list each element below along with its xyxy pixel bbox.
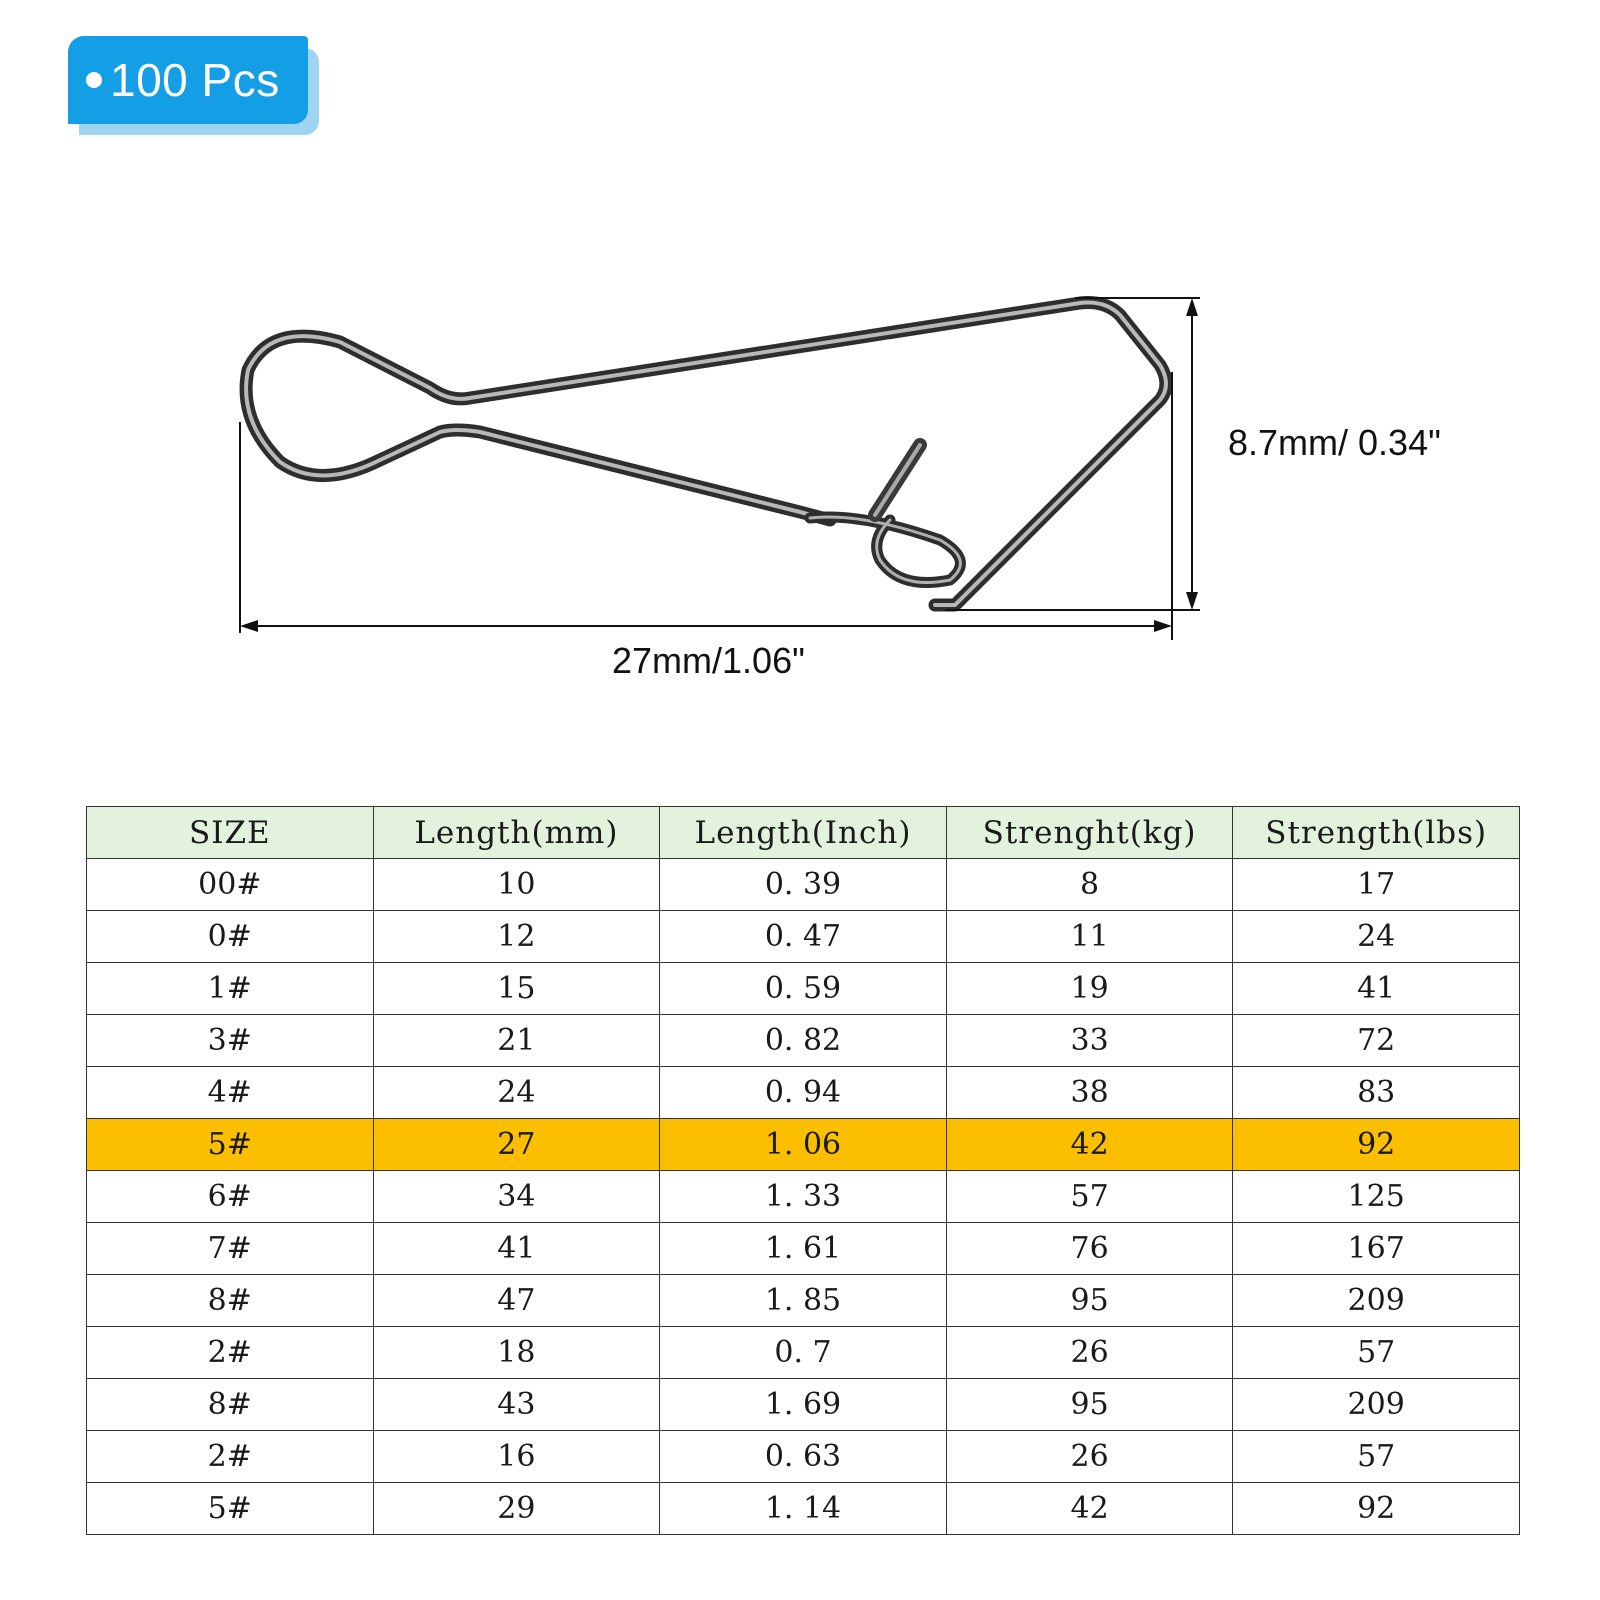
cell-length-inch: 0. 39: [660, 859, 947, 911]
cell-strength-kg: 95: [946, 1379, 1233, 1431]
cell-length-inch: 1. 06: [660, 1119, 947, 1171]
table-row: [87, 911, 1520, 963]
cell-size: 2#: [87, 1431, 374, 1483]
cell-size: 5#: [87, 1483, 374, 1535]
cell-length-inch: 1. 61: [660, 1223, 947, 1275]
cell-size: 0#: [87, 911, 374, 963]
table-row: [87, 1483, 1520, 1535]
cell-size: 2#: [87, 1327, 374, 1379]
table-row: [87, 1223, 1520, 1275]
badge-body: [68, 36, 308, 124]
dimension-lines: [240, 298, 1200, 640]
table-row: [87, 1119, 1520, 1171]
table-row: [87, 1431, 1520, 1483]
cell-strength-lbs: 17: [1233, 859, 1520, 911]
cell-size: 00#: [87, 859, 374, 911]
bullet-dot-icon: [86, 72, 102, 88]
cell-strength-kg: 95: [946, 1275, 1233, 1327]
cell-length-mm: 16: [373, 1431, 660, 1483]
table-row: [87, 1275, 1520, 1327]
cell-length-mm: 41: [373, 1223, 660, 1275]
cell-length-mm: 15: [373, 963, 660, 1015]
cell-strength-kg: 8: [946, 859, 1233, 911]
product-diagram: [0, 250, 1600, 710]
cell-length-mm: 29: [373, 1483, 660, 1535]
cell-strength-lbs: 83: [1233, 1067, 1520, 1119]
cell-strength-lbs: 24: [1233, 911, 1520, 963]
cell-size: 8#: [87, 1379, 374, 1431]
cell-length-mm: 24: [373, 1067, 660, 1119]
cell-length-inch: 0. 82: [660, 1015, 947, 1067]
cell-strength-kg: 26: [946, 1327, 1233, 1379]
cell-strength-kg: 57: [946, 1171, 1233, 1223]
cell-size: 1#: [87, 963, 374, 1015]
cell-length-inch: 1. 69: [660, 1379, 947, 1431]
cell-length-inch: 0. 7: [660, 1327, 947, 1379]
cell-size: 5#: [87, 1119, 374, 1171]
table-body: [87, 859, 1520, 1535]
cell-length-inch: 1. 85: [660, 1275, 947, 1327]
cell-size: 4#: [87, 1067, 374, 1119]
cell-strength-kg: 76: [946, 1223, 1233, 1275]
badge-text: 100 Pcs: [110, 54, 280, 106]
table-row: [87, 1015, 1520, 1067]
cell-strength-lbs: 125: [1233, 1171, 1520, 1223]
cell-length-inch: 1. 14: [660, 1483, 947, 1535]
length-dimension-label: 27mm/1.06": [612, 640, 805, 681]
cell-strength-lbs: 92: [1233, 1119, 1520, 1171]
cell-length-mm: 47: [373, 1275, 660, 1327]
cell-strength-kg: 33: [946, 1015, 1233, 1067]
cell-length-mm: 10: [373, 859, 660, 911]
header-length-mm: Length(mm): [373, 807, 660, 859]
cell-strength-kg: 42: [946, 1119, 1233, 1171]
cell-length-inch: 0. 59: [660, 963, 947, 1015]
quantity-badge: [68, 36, 320, 136]
cell-strength-lbs: 57: [1233, 1431, 1520, 1483]
cell-length-mm: 43: [373, 1379, 660, 1431]
cell-length-mm: 34: [373, 1171, 660, 1223]
cell-size: 8#: [87, 1275, 374, 1327]
cell-strength-lbs: 209: [1233, 1275, 1520, 1327]
size-spec-table: [86, 806, 1520, 1535]
table-row: [87, 963, 1520, 1015]
cell-length-inch: 0. 94: [660, 1067, 947, 1119]
cell-strength-kg: 42: [946, 1483, 1233, 1535]
cell-strength-lbs: 167: [1233, 1223, 1520, 1275]
cell-length-inch: 1. 33: [660, 1171, 947, 1223]
cell-strength-lbs: 209: [1233, 1379, 1520, 1431]
table-row: [87, 1327, 1520, 1379]
header-size: SIZE: [87, 807, 374, 859]
cell-size: 6#: [87, 1171, 374, 1223]
header-strength-kg: Strenght(kg): [946, 807, 1233, 859]
table-row: [87, 1171, 1520, 1223]
cell-length-inch: 0. 63: [660, 1431, 947, 1483]
cell-size: 3#: [87, 1015, 374, 1067]
table-row: [87, 1379, 1520, 1431]
cell-strength-lbs: 72: [1233, 1015, 1520, 1067]
cell-strength-lbs: 57: [1233, 1327, 1520, 1379]
height-dimension-label: 8.7mm/ 0.34": [1228, 422, 1441, 463]
cell-strength-kg: 38: [946, 1067, 1233, 1119]
cell-size: 7#: [87, 1223, 374, 1275]
cell-strength-kg: 19: [946, 963, 1233, 1015]
header-length-inch: Length(Inch): [660, 807, 947, 859]
cell-length-inch: 0. 47: [660, 911, 947, 963]
cell-strength-kg: 11: [946, 911, 1233, 963]
table-header-row: [87, 807, 1520, 859]
cell-length-mm: 12: [373, 911, 660, 963]
cell-strength-lbs: 41: [1233, 963, 1520, 1015]
table-row: [87, 1067, 1520, 1119]
cell-length-mm: 27: [373, 1119, 660, 1171]
cell-length-mm: 21: [373, 1015, 660, 1067]
cell-length-mm: 18: [373, 1327, 660, 1379]
snap-clip-icon: [246, 303, 1166, 606]
cell-strength-kg: 26: [946, 1431, 1233, 1483]
table-row: [87, 859, 1520, 911]
header-strength-lbs: Strength(lbs): [1233, 807, 1520, 859]
cell-strength-lbs: 92: [1233, 1483, 1520, 1535]
